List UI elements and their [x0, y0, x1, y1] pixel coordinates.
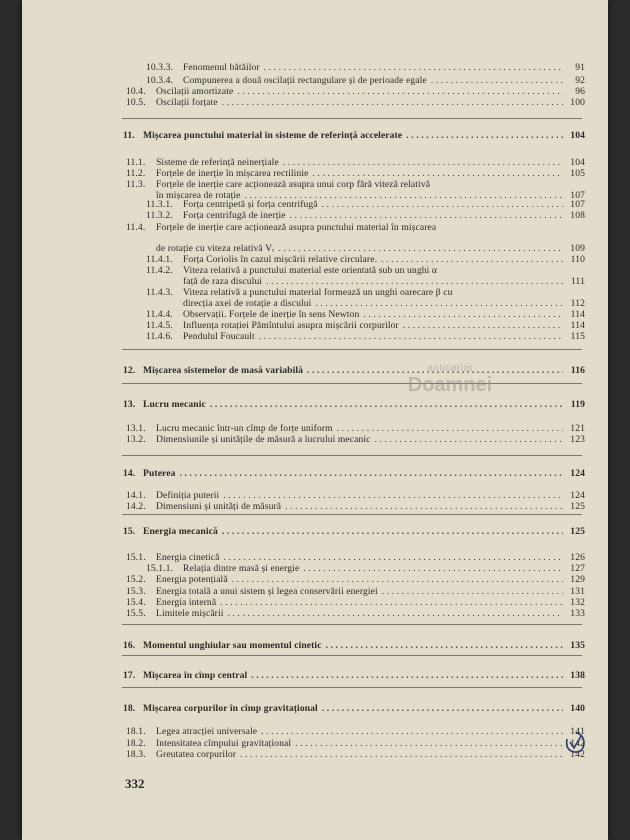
toc-page: 107 — [570, 199, 585, 210]
toc-number: 18.2. — [126, 738, 146, 749]
toc-dot-leader — [180, 468, 564, 479]
toc-number: 11.3. — [126, 179, 146, 190]
toc-number: 18. — [123, 703, 136, 714]
toc-page: 111 — [571, 276, 585, 287]
toc-dot-leader — [382, 586, 563, 597]
toc-number: 11.3.2. — [146, 210, 173, 221]
watermark-main-text: Doamnei — [407, 374, 493, 396]
toc-page: 131 — [570, 586, 585, 597]
toc-section-row — [126, 608, 585, 619]
toc-title: Greutatea corpurilor — [156, 749, 237, 760]
toc-title: Forțele de inerție care acționează asupra unui corp fără viteză relativă — [156, 179, 431, 190]
toc-title: Viteza relativă a punctului material este orientată sub un unghi α — [183, 265, 438, 276]
toc-page: 123 — [570, 434, 585, 445]
toc-continuation-row — [183, 298, 585, 309]
toc-number: 15. — [123, 526, 136, 537]
toc-title-continuation: în mișcarea de rotație — [156, 190, 241, 201]
toc-page: 92 — [575, 75, 585, 86]
toc-dot-leader — [223, 552, 563, 563]
toc-page: 127 — [570, 563, 585, 574]
handwritten-check-icon — [562, 730, 588, 756]
toc-title: Oscilații amortizate — [156, 86, 234, 97]
toc-number: 11.3.1. — [146, 199, 173, 210]
toc-page: 124 — [570, 490, 585, 501]
toc-number: 14.1. — [126, 490, 146, 501]
table-of-contents — [22, 0, 608, 840]
toc-dot-leader — [278, 243, 563, 254]
toc-page: 142 — [570, 749, 585, 760]
toc-section-row — [126, 586, 585, 597]
toc-page: 91 — [575, 62, 585, 73]
toc-title: Fenomenul bătăilor — [183, 62, 260, 73]
toc-page: 140 — [570, 703, 585, 714]
toc-section-row — [146, 254, 585, 265]
watermark — [405, 363, 495, 397]
section-divider — [122, 514, 582, 515]
toc-page: 142 — [570, 738, 585, 749]
toc-page: 133 — [570, 608, 585, 619]
toc-chapter-row — [123, 640, 585, 651]
toc-title: Influența rotației Pămîntului asupra mișcării corpurilor — [183, 320, 399, 331]
toc-section-row — [126, 86, 585, 97]
toc-page: 114 — [570, 309, 585, 320]
toc-number: 10.5. — [126, 97, 146, 108]
toc-title-continuation: de rotație cu viteza relativă Vᵣ — [156, 243, 275, 254]
toc-number: 11.4.3. — [146, 287, 173, 298]
toc-number: 11.2. — [126, 168, 146, 179]
toc-number: 10.4. — [126, 86, 146, 97]
toc-page: 104 — [570, 130, 585, 141]
toc-title: Mișcarea sistemelor de masă variabilă — [143, 365, 304, 376]
toc-dot-leader — [315, 298, 563, 309]
toc-number: 18.1. — [126, 726, 146, 737]
toc-continuation-row — [156, 243, 585, 254]
toc-number: 11.4. — [126, 222, 146, 233]
page-number: 332 — [125, 776, 145, 791]
toc-title: Forța Coriolis în cazul mișcării relative circulare. — [183, 254, 378, 265]
toc-number: 14.2. — [126, 501, 146, 512]
toc-dot-leader — [326, 640, 563, 651]
toc-dot-leader — [266, 276, 563, 287]
toc-section-row — [126, 434, 585, 445]
toc-chapter-row — [123, 130, 585, 141]
toc-section-row — [146, 199, 585, 210]
toc-number: 15.5. — [126, 608, 146, 619]
toc-dot-leader — [220, 597, 563, 608]
toc-chapter-row — [123, 703, 585, 714]
toc-dot-leader — [222, 97, 563, 108]
toc-section-row — [146, 75, 585, 86]
toc-page: 138 — [570, 670, 585, 681]
toc-section-row — [126, 168, 585, 179]
toc-number: 17. — [123, 670, 136, 681]
toc-page: 125 — [570, 526, 585, 537]
toc-section-row — [126, 423, 585, 434]
toc-dot-leader — [240, 749, 563, 760]
toc-title: Viteza relativă a punctului material formează un unghi oarecare β cu — [183, 287, 453, 298]
toc-section-row — [126, 222, 585, 233]
toc-page: 126 — [570, 552, 585, 563]
toc-title: Sisteme de referință neinerțiale — [156, 157, 279, 168]
toc-number: 15.3. — [126, 586, 146, 597]
toc-chapter-row — [123, 670, 585, 681]
toc-title: Mișcarea punctului material în sisteme de referință accelerate — [143, 130, 403, 141]
toc-page: 119 — [570, 399, 585, 410]
toc-page: 109 — [570, 243, 585, 254]
toc-dot-leader — [312, 168, 563, 179]
toc-dot-leader — [251, 670, 563, 681]
toc-page: 114 — [570, 320, 585, 331]
section-divider — [122, 655, 582, 656]
toc-title: Oscilații forțate — [156, 97, 218, 108]
toc-title: Legea atracției universale — [156, 726, 258, 737]
toc-dot-leader — [261, 726, 563, 737]
toc-title: Puterea — [143, 468, 176, 479]
toc-title: Limitele mișcării — [156, 608, 224, 619]
toc-section-row — [126, 490, 585, 501]
section-divider — [122, 349, 582, 350]
toc-continuation-row — [183, 276, 585, 287]
toc-number: 11.4.2. — [146, 265, 173, 276]
toc-title: Observații. Forțele de inerție în sens Newton — [183, 309, 360, 320]
toc-page: 100 — [570, 97, 585, 108]
toc-dot-leader — [290, 210, 563, 221]
toc-title: Mișcarea în cîmp central — [143, 670, 248, 681]
book-page — [22, 0, 608, 840]
toc-section-row — [146, 331, 585, 342]
toc-dot-leader — [337, 423, 563, 434]
toc-dot-leader — [431, 75, 563, 86]
toc-number: 13.1. — [126, 423, 146, 434]
toc-dot-leader — [283, 157, 563, 168]
toc-dot-leader — [222, 526, 563, 537]
toc-title: Mișcarea corpurilor în cîmp gravitațional — [143, 703, 318, 714]
toc-section-row — [126, 157, 585, 168]
toc-number: 15.1. — [126, 552, 146, 563]
toc-section-row — [146, 320, 585, 331]
toc-title: Energia totală a unui sistem și legea conservării energiei — [156, 586, 378, 597]
toc-section-row — [146, 563, 585, 574]
toc-dot-leader — [237, 86, 563, 97]
toc-title: Energia cinetică — [156, 552, 220, 563]
toc-page: 115 — [570, 331, 585, 342]
toc-dot-leader — [381, 254, 563, 265]
toc-chapter-row — [123, 365, 585, 376]
toc-dot-leader — [285, 501, 563, 512]
toc-section-row — [146, 309, 585, 320]
toc-number: 11.4.6. — [146, 331, 173, 342]
section-divider — [122, 383, 582, 384]
toc-title-continuation: față de raza discului — [183, 276, 263, 287]
toc-title: Energia internă — [156, 597, 217, 608]
toc-number: 11.4.4. — [146, 309, 173, 320]
toc-dot-leader — [322, 703, 563, 714]
toc-section-row — [126, 749, 585, 760]
toc-chapter-row — [123, 468, 585, 479]
toc-number: 10.3.4. — [146, 75, 174, 86]
toc-page: 135 — [570, 640, 585, 651]
toc-dot-leader — [228, 608, 563, 619]
toc-section-row — [126, 552, 585, 563]
toc-section-row — [126, 726, 585, 737]
toc-number: 11.4.5. — [146, 320, 173, 331]
toc-title: Energia potențială — [156, 574, 228, 585]
toc-title: Forțele de inerție în mișcarea rectilinie — [156, 168, 309, 179]
toc-section-row — [146, 210, 585, 221]
toc-dot-leader — [223, 490, 563, 501]
toc-number: 11. — [123, 130, 135, 141]
toc-number: 13. — [123, 399, 136, 410]
toc-number: 11.1. — [126, 157, 146, 168]
toc-page: 121 — [570, 423, 585, 434]
toc-section-row — [146, 265, 585, 276]
toc-page: 112 — [570, 298, 585, 309]
toc-title: Lucru mecanic — [143, 399, 206, 410]
toc-dot-leader — [210, 399, 563, 410]
toc-page: 124 — [570, 468, 585, 479]
toc-section-row — [126, 574, 585, 585]
toc-title: Dimensiunile și unitățile de măsură a lucrului mecanic — [156, 434, 371, 445]
toc-number: 15.4. — [126, 597, 146, 608]
toc-title: Pendulul Foucault — [183, 331, 255, 342]
toc-number: 12. — [123, 365, 136, 376]
toc-dot-leader — [303, 563, 563, 574]
section-divider — [122, 118, 582, 119]
toc-number: 16. — [123, 640, 136, 651]
toc-dot-leader — [375, 434, 563, 445]
toc-title: Forța centripetă și forța centrifugă — [183, 199, 318, 210]
toc-number: 13.2. — [126, 434, 146, 445]
toc-dot-leader — [264, 62, 563, 73]
toc-page: 132 — [570, 597, 585, 608]
toc-title: Momentul unghiular sau momentul cinetic — [143, 640, 322, 651]
toc-section-row — [126, 501, 585, 512]
toc-title: Relația dintre masă și energie — [183, 563, 300, 574]
toc-page: 104 — [570, 157, 585, 168]
toc-page: 116 — [570, 365, 585, 376]
toc-number: 18.3. — [126, 749, 146, 760]
toc-number: 10.3.3. — [146, 62, 174, 73]
toc-dot-leader — [232, 574, 563, 585]
toc-section-row — [126, 179, 585, 190]
toc-title: Compunerea a două oscilații rectangulare și de perioade egale — [183, 75, 427, 86]
toc-number: 14. — [123, 468, 136, 479]
toc-chapter-row — [123, 399, 585, 410]
toc-title: Intensitatea cîmpului gravitațional — [156, 738, 292, 749]
toc-page: 110 — [570, 254, 585, 265]
section-divider — [122, 455, 582, 456]
toc-dot-leader — [403, 320, 563, 331]
toc-title: Forța centrifugă de inerție — [183, 210, 286, 221]
toc-title-continuation: direcția axei de rotație a discului — [183, 298, 312, 309]
toc-dot-leader — [259, 331, 563, 342]
toc-section-row — [126, 97, 585, 108]
toc-dot-leader — [322, 199, 563, 210]
toc-title: Forțele de inerție care acționează asupra punctului material în mișcarea — [156, 222, 437, 233]
toc-page: 96 — [575, 86, 585, 97]
toc-title: Definiția puterii — [156, 490, 220, 501]
toc-number: 15.1.1. — [146, 563, 174, 574]
section-divider — [122, 624, 582, 625]
toc-page: 125 — [570, 501, 585, 512]
toc-section-row — [146, 62, 585, 73]
toc-dot-leader — [406, 130, 563, 141]
toc-number: 11.4.1. — [146, 254, 173, 265]
toc-page: 129 — [570, 574, 585, 585]
toc-page: 141 — [570, 726, 585, 737]
toc-section-row — [146, 287, 585, 298]
watermark-top-text: anticariat — [427, 363, 473, 374]
toc-number: 15.2. — [126, 574, 146, 585]
toc-title: Dimensiuni și unități de măsură — [156, 501, 282, 512]
toc-page: 105 — [570, 168, 585, 179]
toc-dot-leader — [363, 309, 563, 320]
toc-section-row — [126, 738, 585, 749]
toc-chapter-row — [123, 526, 585, 537]
toc-page: 108 — [570, 210, 585, 221]
toc-title: Lucru mecanic într-un cîmp de forțe uniform — [156, 423, 333, 434]
section-divider — [122, 687, 582, 688]
toc-title: Energia mecanică — [143, 526, 218, 537]
toc-section-row — [126, 597, 585, 608]
toc-page: 107 — [570, 190, 585, 201]
toc-dot-leader — [295, 738, 563, 749]
